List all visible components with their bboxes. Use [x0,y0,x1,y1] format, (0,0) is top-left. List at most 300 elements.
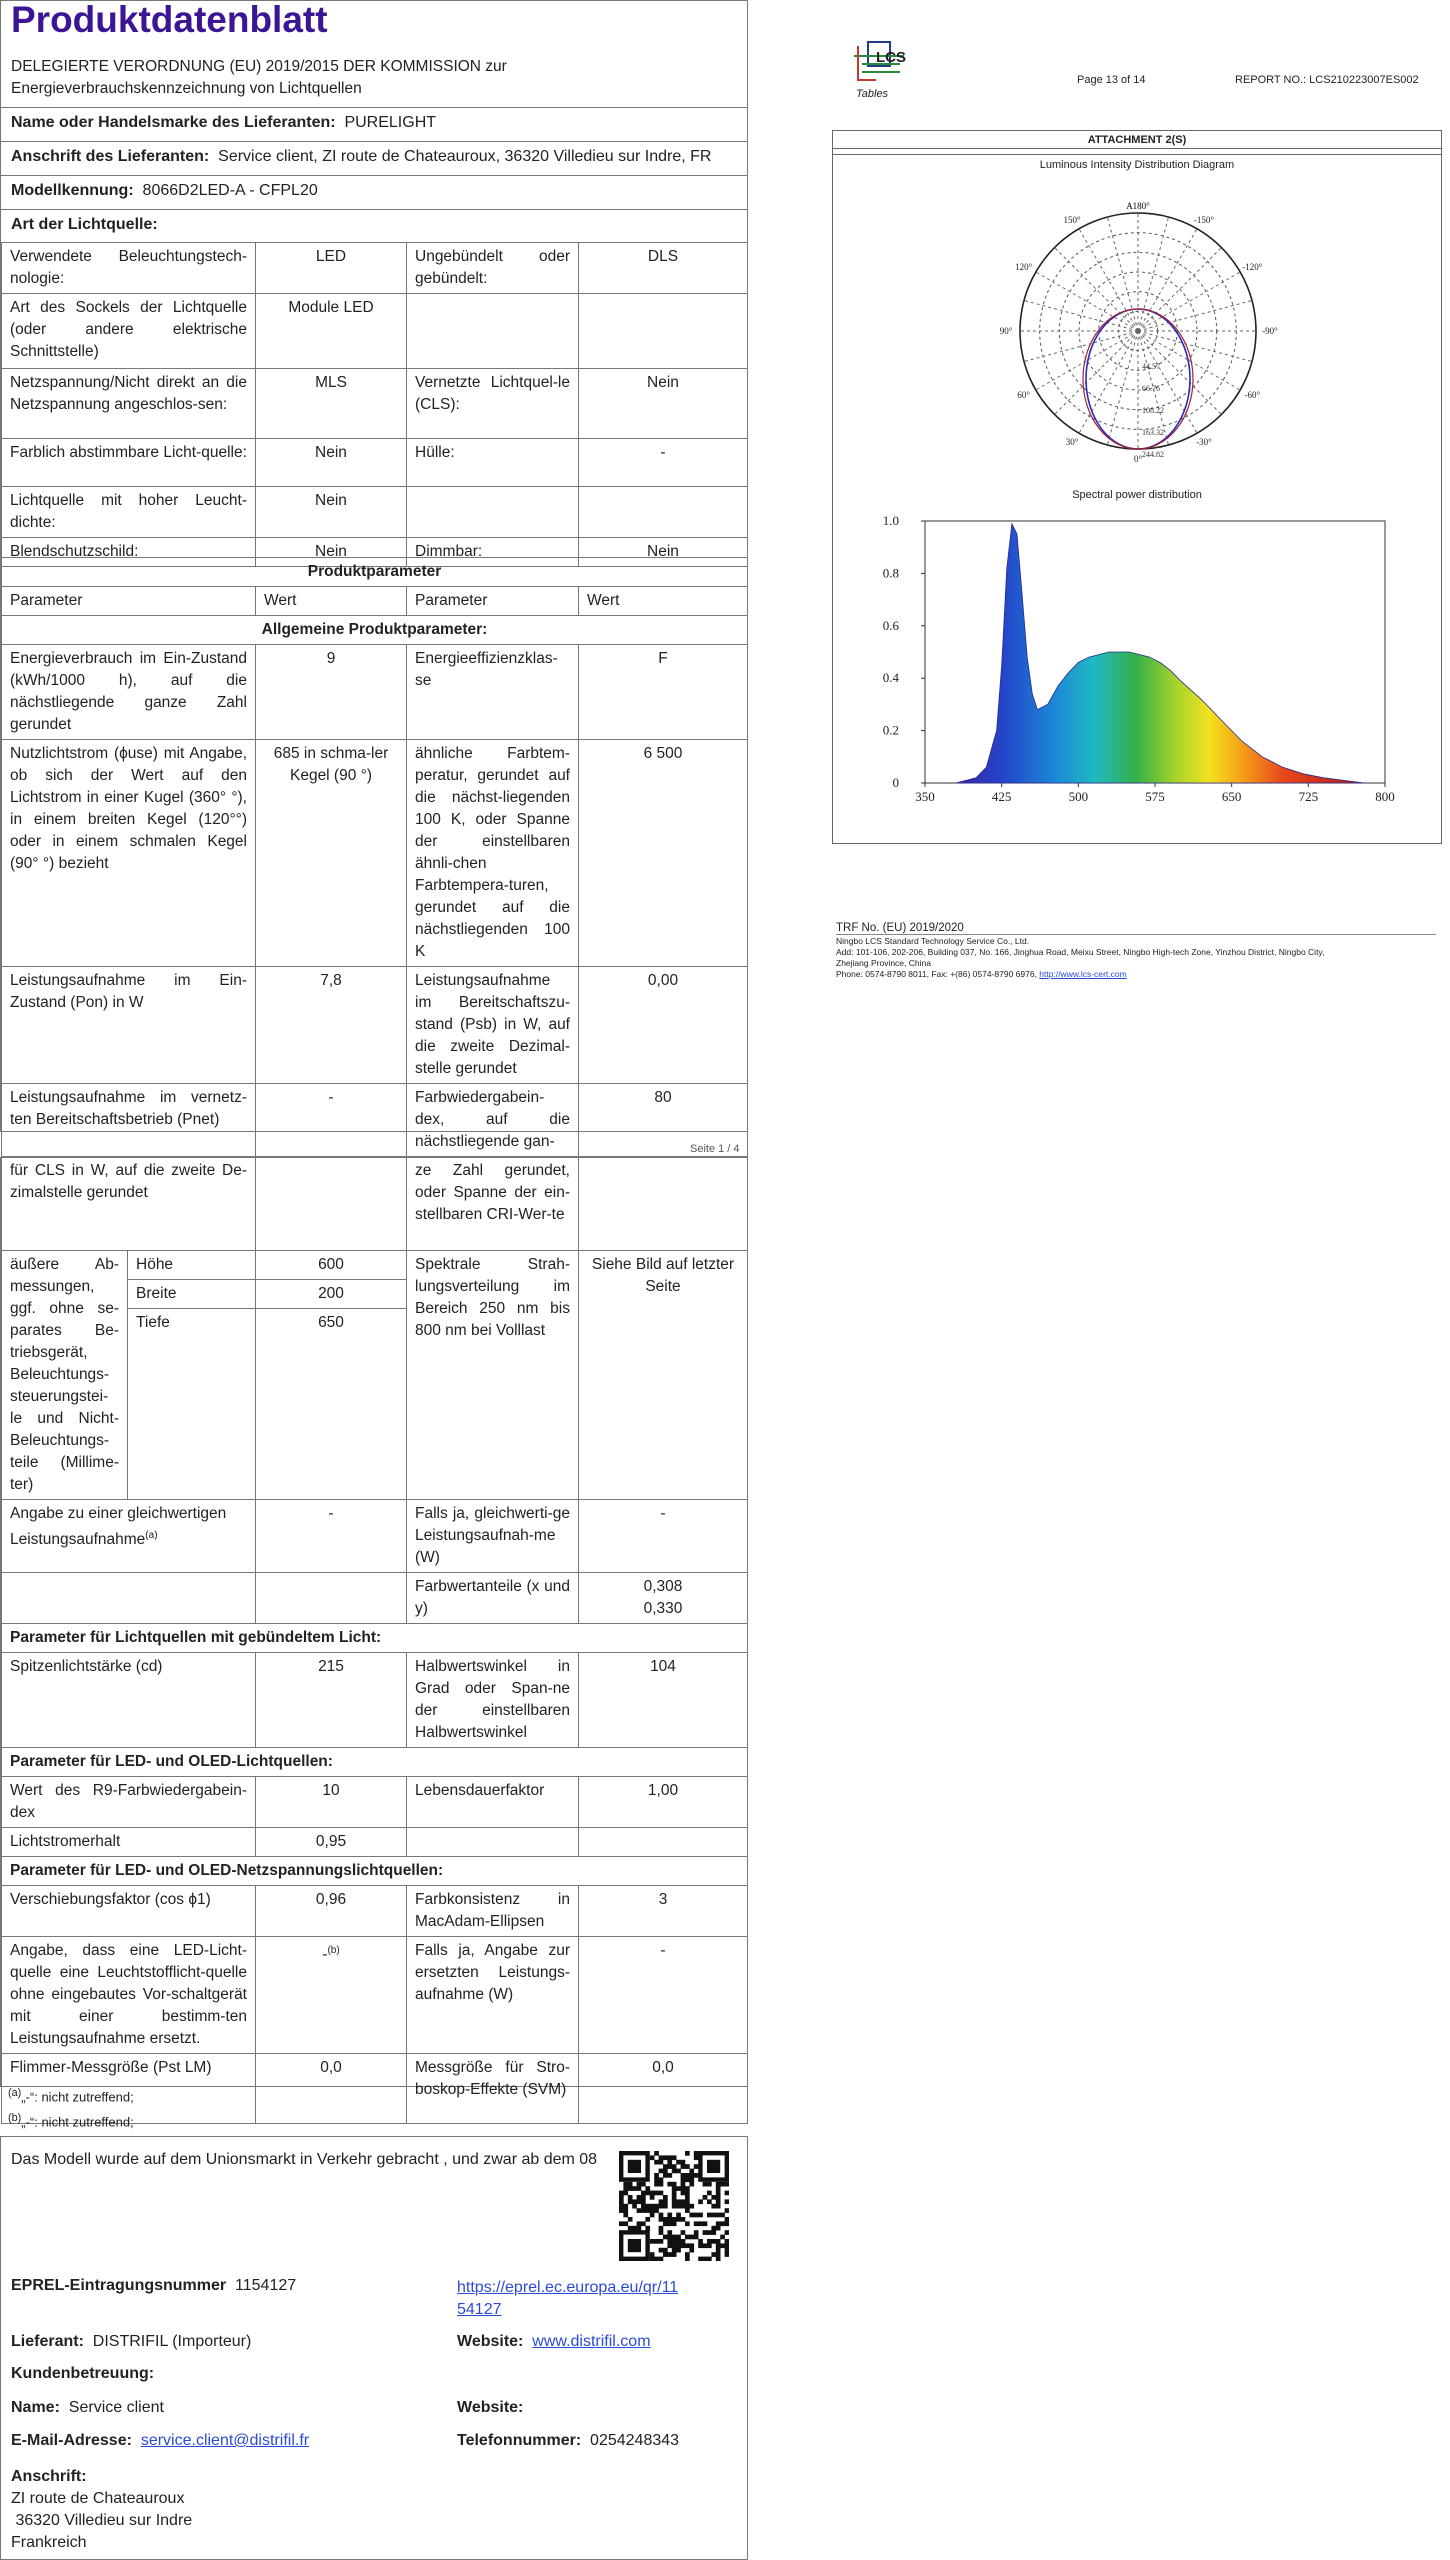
qr-module [619,2221,624,2226]
qr-module [681,2177,686,2182]
qr-module [659,2248,664,2253]
eprel-label: EPREL-Eintragungsnummer [11,2277,227,2294]
qr-module [725,2239,729,2244]
qr-module [667,2173,672,2178]
qr-module [667,2164,672,2169]
qr-module [645,2226,650,2231]
cell-label: Lichtstromerhalt [2,1827,256,1856]
qr-module [694,2164,699,2169]
dimensions-label: äußere Ab-messungen, ggf. ohne se-parates Be-triebsgerät, Beleuchtungs-steuerungstei-le und Nicht-Beleuchtungs-teile (Millime-ter) [2,1250,128,1499]
qr-module [725,2243,729,2248]
supplier-name-row [1,107,747,142]
footnote-marker: (b) [8,2112,22,2124]
qr-module [698,2239,703,2244]
eprel-link-line-1[interactable]: https://eprel.ec.europa.eu/qr/11 [457,2279,679,2296]
qr-module [641,2221,646,2226]
qr-module [685,2173,690,2178]
cell-value: Nein [256,487,407,538]
qr-module [676,2217,681,2222]
supplier-value: DISTRIFIL (Importeur) [92,2333,252,2350]
qr-module [689,2213,694,2218]
cell-label: Flimmer-Messgröße (Pst LM) [2,2053,256,2123]
cell-label: Falls ja, Angabe zur ersetzten Leistungs-aufnahme (W) [407,1936,579,2053]
cell-label: Leistungsaufnahme im Bereitschaftszu-stand (Psb) in W, auf die zweite Dezimal-stelle gerundet [407,967,579,1084]
dimension-value: 650 [256,1308,407,1499]
footnote-a [8,2087,134,2104]
qr-module [654,2160,659,2165]
qr-module [681,2239,686,2244]
qr-module [698,2213,703,2218]
address-line: ZI route de Chateauroux [11,2490,185,2507]
qr-module [645,2204,650,2209]
qr-module [711,2204,716,2209]
qr-module [685,2252,690,2257]
y-tick-label: 0.8 [882,565,899,581]
qr-module [632,2199,637,2204]
cell-value: - [256,1499,407,1572]
page-title: Produktdatenblatt [11,0,328,40]
table-row [2,1572,748,1623]
qr-module [685,2257,690,2261]
qr-module [689,2204,694,2209]
cell-label: Falls ja, gleichwerti-ge Leistungsaufnah-me (W) [407,1499,579,1572]
qr-module [641,2199,646,2204]
qr-module [663,2235,668,2240]
qr-module [637,2208,642,2213]
dimension-name: Höhe [128,1250,256,1279]
qr-module [659,2213,664,2218]
cell-value [256,1936,407,2053]
qr-module [641,2195,646,2200]
qr-module [641,2182,646,2187]
cell-label: Lebensdauerfaktor [407,1776,579,1827]
y-tick-label: 0 [892,775,899,790]
cell-label: Verschiebungsfaktor (cos ϕ1) [2,1885,256,1936]
cell-value: Nein [579,538,748,567]
qr-module [694,2155,699,2160]
phone-label: Telefonnummer: [457,2432,582,2449]
cell-value: F [579,645,748,740]
chroma-y: 0,330 [643,1599,683,1617]
supplier-address-label: Anschrift des Lieferanten: [11,148,210,165]
cell-label: ze Zahl gerundet, oder Spanne der ein-stellbaren CRI-Wer-te [407,1157,579,1250]
qr-module [663,2221,668,2226]
qr-module [641,2191,646,2196]
qr-module [681,2243,686,2248]
cell-empty [579,1827,748,1856]
trf-number: TRF No. (EU) 2019/2020 [836,922,1436,935]
x-tick-label: 425 [991,789,1012,804]
x-tick-label: 575 [1145,789,1165,804]
qr-module [711,2226,716,2231]
qr-module [676,2248,681,2253]
light-type-label: Art der Lichtquelle: [11,216,158,233]
polar-angle-label: 120° [1015,262,1033,272]
spectral-value: Siehe Bild auf letzter Seite [579,1250,748,1499]
attachment-heading: ATTACHMENT 2(S) [833,131,1441,149]
cell-empty [407,1827,579,1856]
footnote-ref: (a) [145,1529,158,1541]
qr-module [672,2221,677,2226]
qr-module [619,2204,624,2209]
cell-label: Ungebündelt oder gebündelt: [407,243,579,294]
qr-module [623,2191,628,2196]
cell-label: Leistungsaufnahme im vernetz-ten Bereitschaftsbetrieb (Pnet) [2,1084,256,1157]
qr-module [659,2204,664,2209]
qr-module [685,2221,690,2226]
cell-value: MLS [256,369,407,439]
qr-module [716,2252,721,2257]
cell-value: 3 [579,1885,748,1936]
polar-title: Luminous Intensity Distribution Diagram [1039,159,1235,171]
table-row [2,1885,748,1936]
cell-label: Hülle: [407,439,579,487]
qr-module [672,2252,677,2257]
contact-name-row [11,2399,164,2417]
table-row [2,439,748,487]
qr-module [716,2186,721,2191]
qr-module [663,2248,668,2253]
qr-module [694,2213,699,2218]
qr-module [676,2239,681,2244]
qr-module [711,2239,716,2244]
cell-empty [256,1572,407,1623]
qr-module [628,2182,633,2187]
website-link[interactable]: www.distrifil.com [532,2333,651,2350]
polar-spoke [1138,331,1221,414]
qr-module [672,2217,677,2222]
qr-module [672,2195,677,2200]
qr-finder [628,2160,641,2173]
qr-module [628,2226,633,2231]
qr-module [663,2204,668,2209]
qr-module [663,2252,668,2257]
market-date-text: Das Modell wurde auf dem Unionsmarkt in Verkehr gebracht , und zwar ab dem 08 [11,2151,598,2168]
polar-ring-label: 108.22 [1142,406,1164,415]
qr-module [619,2208,624,2213]
table-row [2,740,748,967]
qr-module [623,2221,628,2226]
phone-value: 0254248343 [590,2432,680,2449]
email-link[interactable]: service.client@distrifil.fr [140,2432,310,2449]
qr-module [703,2182,708,2187]
footnote-text: „-“: nicht zutreffend; [21,2089,134,2105]
qr-module [672,2239,677,2244]
qr-module [698,2243,703,2248]
cell-label: Leistungsaufnahme im Ein-Zustand (Pon) in W [2,967,256,1084]
table-row [2,645,748,740]
qr-module [707,2239,712,2244]
qr-module [659,2257,664,2261]
x-tick-label: 350 [915,789,935,804]
address-label: Anschrift: [11,2468,87,2485]
email-row [11,2432,309,2450]
footnote-marker: (a) [8,2087,22,2099]
spectral-label: Spektrale Strah-lungsverteilung im Bereich 250 nm bis 800 nm bei Volllast [407,1250,579,1499]
qr-module [672,2155,677,2160]
dimension-value: 600 [256,1250,407,1279]
footnote-text: „-“: nicht zutreffend; [21,2114,134,2130]
qr-module [672,2248,677,2253]
polar-angle-label: -120° [1242,262,1263,272]
polar-ring-label: 244.82 [1142,450,1164,459]
supplier-name-value: PURELIGHT [344,114,437,131]
directional-heading: Parameter für Lichtquellen mit gebündeltem Licht: [2,1623,748,1652]
qr-module [676,2204,681,2209]
column-header: Parameter [407,587,579,616]
qr-module [689,2243,694,2248]
x-tick-label: 725 [1298,789,1319,804]
cell-value: LED [256,243,407,294]
polar-spoke [1138,331,1252,362]
logo-subtitle: Tables [856,88,889,100]
cell-label: für CLS in W, auf die zweite De-zimalstelle gerundet [2,1157,256,1250]
cell-label: Lichtquelle mit hoher Leucht-dichte: [2,487,256,538]
qr-module [698,2199,703,2204]
qr-module [698,2221,703,2226]
qr-module [672,2182,677,2187]
eprel-number: 1154127 [235,2277,297,2294]
qr-module [703,2195,708,2200]
qr-module [628,2186,633,2191]
qr-module [628,2199,633,2204]
polar-angle-label: -150° [1193,215,1215,226]
replace-value: - [322,1945,328,1963]
lab-line: Zhejiang Province, China [836,958,931,968]
qr-module [659,2239,664,2244]
qr-module [672,2191,677,2196]
qr-module [619,2191,624,2196]
supplier-address-value: Service client, ZI route de Chateauroux, 36320 Villedieu sur Indre, FR [218,148,712,165]
qr-module [716,2191,721,2196]
qr-module [667,2155,672,2160]
cell-value: 6 500 [579,740,748,967]
table-row [2,294,748,369]
polar-angle-label: 150° [1063,215,1081,226]
chroma-x: 0,308 [643,1577,683,1595]
qr-module [685,2151,690,2156]
cell-label: Farbwertanteile (x und y) [407,1572,579,1623]
qr-module [685,2243,690,2248]
x-tick-label: 650 [1221,789,1242,804]
qr-module [632,2186,637,2191]
qr-module [659,2230,664,2235]
qr-module [659,2226,664,2231]
qr-module [667,2252,672,2257]
qr-module [672,2199,677,2204]
logo-text: LCS [876,49,906,66]
spd-title: Spectral power distribution [1072,489,1202,501]
qr-module [725,2182,729,2187]
qr-module [689,2235,694,2240]
qr-module [650,2257,655,2261]
qr-module [725,2230,729,2235]
cell-label: Verwendete Beleuchtungstech-nologie: [2,243,256,294]
attachment-frame [832,130,1442,844]
qr-module [645,2191,650,2196]
qr-module [716,2195,721,2200]
cell-value: Nein [256,538,407,567]
qr-module [689,2248,694,2253]
address-block [11,2466,192,2554]
supplier-name-label: Name oder Handelsmarke des Lieferanten: [11,114,336,131]
polar-angle-label: 60° [1017,390,1030,400]
table-row [2,1250,748,1279]
divider [833,153,1441,155]
table-row [2,1499,748,1572]
table-row [2,1776,748,1827]
cell-label: Vernetzte Lichtquel-le (CLS): [407,369,579,439]
qr-module [716,2199,721,2204]
cell-empty [579,1157,748,1250]
polar-angle-label: -30° [1196,436,1212,447]
report-number: REPORT NO.: LCS210223007ES002 [1235,74,1419,86]
lab-website-link[interactable]: http://www.lcs-cert.com [1039,969,1127,979]
cell-label: Wert des R9-Farbwiedergabein-dex [2,1776,256,1827]
qr-module [654,2173,659,2178]
qr-module [720,2221,725,2226]
qr-module [654,2177,659,2182]
website-row [457,2333,651,2351]
qr-module [637,2182,642,2187]
qr-module [681,2217,686,2222]
customer-service-heading [11,2365,154,2383]
qr-module [716,2248,721,2253]
led-heading: Parameter für LED- und OLED-Lichtquellen: [2,1747,748,1776]
cell-empty [2,1572,256,1623]
qr-module [623,2186,628,2191]
qr-module [659,2191,664,2196]
qr-module [645,2217,650,2222]
qr-module [654,2151,659,2156]
qr-module [707,2213,712,2218]
qr-module [667,2235,672,2240]
table-row [2,587,748,616]
polar-angle-label: 30° [1065,436,1079,447]
qr-module [659,2155,664,2160]
qr-module [654,2239,659,2244]
qr-module [681,2173,686,2178]
qr-module [654,2257,659,2261]
lcs-logo [848,38,910,94]
qr-module [685,2186,690,2191]
qr-code[interactable] [619,2151,729,2261]
cell-value: 0,0 [579,2053,748,2123]
eprel-row [11,2277,296,2295]
cell-label [2,1499,256,1572]
qr-module [694,2230,699,2235]
cell-value: 104 [579,1652,748,1747]
polar-spoke [1138,248,1221,331]
qr-module [632,2226,637,2231]
polar-ring-label: 66.76 [1142,384,1160,393]
qr-module [650,2239,655,2244]
qr-module [681,2164,686,2169]
qr-module [711,2195,716,2200]
eprel-link-line-2[interactable]: 54127 [457,2301,502,2318]
polar-angle-label: 90° [999,326,1013,336]
table-row [2,1856,748,1885]
qr-module [663,2169,668,2174]
eprel-link[interactable] [457,2277,678,2321]
table-row [2,1652,748,1747]
cell-value [579,1572,748,1623]
y-tick-label: 1.0 [882,513,899,528]
dimension-name: Breite [128,1279,256,1308]
cell-value: - [579,1499,748,1572]
cell-value: 0,00 [579,967,748,1084]
qr-module [676,2186,681,2191]
polar-ring-label: 44.57 [1142,362,1160,371]
qr-module [650,2252,655,2257]
qr-module [672,2235,677,2240]
cell-empty [579,487,748,538]
qr-module [676,2169,681,2174]
cell-value: Module LED [256,294,407,369]
lab-line: Add: 101-106, 202-206, Building 037, No. 166, Jinghua Road, Meixu Street, Ningbo High-tech Zone, Yinzhou District, Ningbo City, [836,947,1325,957]
polar-spoke [1079,331,1138,433]
qr-module [720,2243,725,2248]
qr-module [663,2217,668,2222]
supplier-address-row [1,141,747,176]
qr-module [672,2186,677,2191]
qr-module [637,2221,642,2226]
cell-value: 0,95 [256,1827,407,1856]
qr-module [650,2208,655,2213]
qr-module [725,2252,729,2257]
qr-module [707,2182,712,2187]
qr-module [716,2226,721,2231]
polar-spoke [1138,217,1169,331]
polar-spoke [1036,272,1138,331]
polar-top-label: A180° [1126,201,1150,211]
qr-module [707,2191,712,2196]
cell-value: 0,96 [256,1885,407,1936]
table-row [2,1747,748,1776]
lab-line: Phone: 0574-8790 8011, Fax: +(86) 0574-8790 6976, [836,969,1040,979]
cell-value: DLS [579,243,748,294]
qr-module [720,2182,725,2187]
qr-module [689,2169,694,2174]
email-label: E-Mail-Adresse: [11,2432,132,2449]
footnote-b [8,2112,134,2129]
qr-module [685,2199,690,2204]
qr-module [637,2199,642,2204]
product-params-table [1,557,748,1157]
qr-module [716,2239,721,2244]
polar-angle-label: -90° [1262,326,1278,336]
qr-module [711,2230,716,2235]
qr-module [650,2195,655,2200]
cell-value: 9 [256,645,407,740]
qr-module [659,2182,664,2187]
qr-module [703,2230,708,2235]
qr-module [689,2177,694,2182]
table-row [2,369,748,439]
polar-spoke [1055,248,1138,331]
address-line: 36320 Villedieu sur Indre [11,2512,193,2529]
cell-label: ähnliche Farbtem-peratur, gerundet auf die nächst-liegenden 100 K, oder Spanne der einstellbaren ähnli-chen Farbtempera-turen, gerundet auf die nächstliegenden 100 K [407,740,579,967]
continued-params-table [1,1157,748,2124]
cell-label: Energieverbrauch im Ein-Zustand (kWh/1000 h), auf die nächstliegende ganze Zahl gerundet [2,645,256,740]
qr-module [694,2235,699,2240]
name-value: Service client [68,2399,164,2416]
cell-label: Spitzenlichtstärke (cd) [2,1652,256,1747]
name-label: Name: [11,2399,60,2416]
polar-spoke [1138,272,1240,331]
qr-module [689,2173,694,2178]
qr-module [672,2169,677,2174]
